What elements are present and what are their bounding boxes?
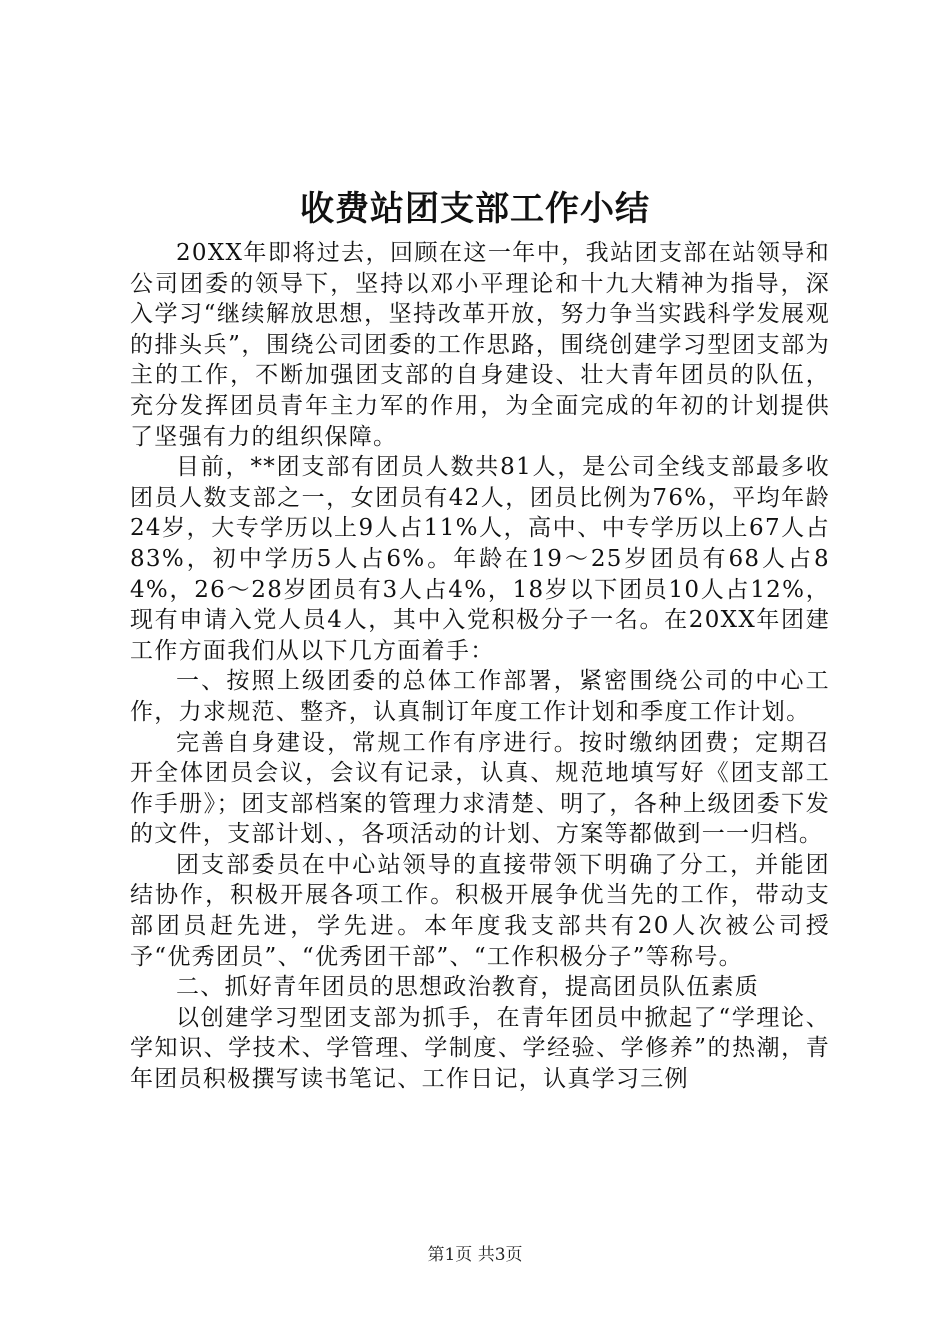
paragraph-committee: 团支部委员在中心站领导的直接带领下明确了分工，并能团结协作，积极开展各项工作。积极开展争优当先的工作，带动支部团员赶先进，学先进。本年度我支部共有20人次被公司授予“优秀团员”、“优秀团干部”、“工作积极分子”等称号。 [130, 851, 830, 970]
document-body [130, 238, 830, 1095]
paragraph-section-one: 一、按照上级团委的总体工作部署，紧密围绕公司的中心工作，力求规范、整齐，认真制订年度工作计划和季度工作计划。 [130, 668, 830, 725]
paragraph-self-building: 完善自身建设，常规工作有序进行。按时缴纳团费；定期召开全体团员会议，会议有记录，认真、规范地填写好《团支部工作手册》；团支部档案的管理力求清楚、明了，各种上级团委下发的文件，支部计划、，各项活动的计划、方案等都做到一一归档。 [130, 729, 830, 848]
document-title: 收费站团支部工作小结 [300, 189, 650, 229]
paragraph-section-two: 二、抓好青年团员的思想政治教育，提高团员队伍素质 [176, 974, 760, 1001]
paragraph-intro: 20XX年即将过去，回顾在这一年中，我站团支部在站领导和公司团委的领导下，坚持以邓小平理论和十九大精神为指导，深入学习“继续解放思想，坚持改革开放，努力争当实践科学发展观的排头兵”，围绕公司团委的工作思路，围绕创建学习型团支部为主的工作，不断加强团支部的自身建设、壮大青年团员的队伍，充分发挥团员青年主力军的作用，为全面完成的年初的计划提供了坚强有力的组织保障。 [130, 240, 830, 450]
page-footer: 第1页 共3页 [427, 1245, 523, 1265]
paragraph-learning: 以创建学习型团支部为抓手，在青年团员中掀起了“学理论、学知识、学技术、学管理、学制度、学经验、学修养”的热潮，青年团员积极撰写读书笔记、工作日记，认真学习三例 [130, 1004, 830, 1093]
paragraph-member-stats: 目前，**团支部有团员人数共81人，是公司全线支部最多收团员人数支部之一，女团员有42人，团员比例为76%，平均年龄24岁，大专学历以上9人占11%人，高中、中专学历以上67人占83%，初中学历5人占6%。年龄在19～25岁团员有68人占84%，26～28岁团员有3人占4%，18岁以下团员10人占12%，现有申请入党人员4人，其中入党积极分子一名。在20XX年团建工作方面我们从以下几方面着手： [130, 454, 830, 664]
